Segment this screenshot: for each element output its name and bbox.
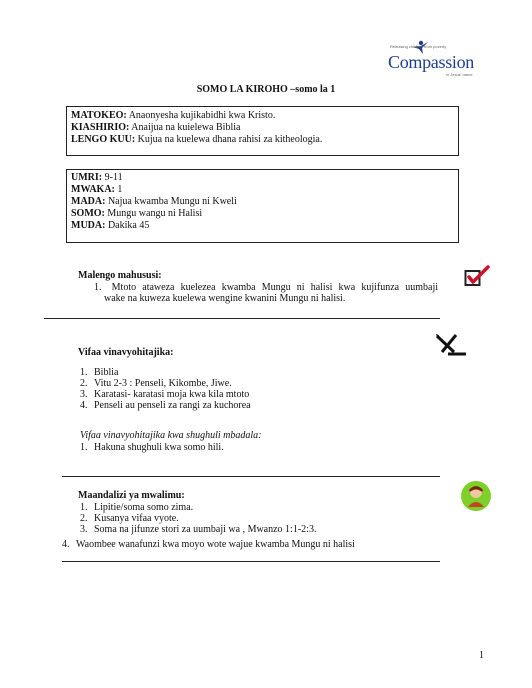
- row-label: KIASHIRIO:: [71, 122, 130, 133]
- objective-line-2: wake na kuweza kuelewa wengine kwanini Mungu ni halisi.: [104, 293, 346, 304]
- teacher-prep-heading: Maandalizi ya mwalimu:: [78, 490, 185, 501]
- topic-row: [71, 196, 454, 208]
- page-number: 1: [479, 650, 484, 661]
- alternative-materials-heading: Vifaa vinavyohitajika kwa shughuli mbadala:: [80, 430, 262, 441]
- pencils-icon: [434, 332, 468, 358]
- list-item: 3. Soma na jifunze stori za uumbaji wa , Mwanzo 1:1-2:3.: [80, 524, 317, 535]
- duration-row: [71, 220, 454, 232]
- row-value: Dakika 45: [105, 220, 150, 231]
- row-value: Kujua na kuelewa dhana rahisi za kitheologia.: [135, 134, 323, 145]
- teacher-prep-list: [80, 502, 316, 535]
- list-item: 2. Kusanya vifaa vyote.: [80, 513, 179, 524]
- main-goal-row: [71, 134, 454, 146]
- logo-tagline: Releasing children from poverty: [390, 44, 447, 49]
- logo-wordmark: Compassion: [388, 52, 475, 72]
- materials-heading: Vifaa vinavyohitajika:: [78, 347, 174, 358]
- row-value: Mungu wangu ni Halisi: [104, 208, 203, 219]
- list-item: 2. Vitu 2-3 : Penseli, Kikombe, Jiwe.: [80, 378, 232, 389]
- objective-line-1: Mtoto ataweza kuelezea kwamba Mungu ni halisi kwa kujifunza uumbaji: [111, 282, 438, 293]
- lesson-row: [71, 208, 454, 220]
- alternative-materials-list: [80, 442, 224, 453]
- row-label: LENGO KUU:: [71, 134, 136, 145]
- row-label: MWAKA:: [71, 184, 115, 195]
- checkbox-check-icon: [464, 265, 490, 289]
- row-value: 1: [114, 184, 123, 195]
- indicator-row: [71, 122, 454, 134]
- list-item: 4. Waombee wanafunzi kwa moyo wote wajue kwamba Mungu ni halisi: [62, 539, 355, 550]
- outcomes-box: [66, 106, 459, 156]
- objectives-text: [94, 282, 438, 304]
- outcome-row: [71, 110, 454, 122]
- list-item: 1. Biblia: [80, 367, 119, 378]
- logo-subtext: in Jesus' name: [446, 72, 473, 77]
- row-label: MUDA:: [71, 220, 106, 231]
- materials-list: [80, 367, 251, 411]
- lesson-info-box: [66, 169, 459, 243]
- list-item: 4. Penseli au penseli za rangi za kuchorea: [80, 400, 251, 411]
- section-divider: [62, 561, 440, 562]
- teacher-avatar-icon: [460, 480, 492, 512]
- list-item: 3. Karatasi- karatasi moja kwa kila mtoto: [80, 389, 250, 400]
- objective-number: 1.: [94, 282, 102, 293]
- list-item: 1. Lipitie/soma somo zima.: [80, 502, 194, 513]
- page-title: SOMO LA KIROHO –somo la 1: [196, 84, 336, 95]
- row-label: MATOKEO:: [71, 110, 127, 121]
- row-label: MADA:: [71, 196, 106, 207]
- section-divider: [44, 318, 440, 319]
- year-row: [71, 184, 454, 196]
- objectives-heading: Malengo mahususi:: [78, 270, 162, 281]
- row-label: SOMO:: [71, 208, 105, 219]
- row-value: Najua kwamba Mungu ni Kweli: [105, 196, 237, 207]
- row-value: 9-11: [102, 172, 123, 183]
- row-label: UMRI:: [71, 172, 103, 183]
- section-divider: [62, 476, 440, 477]
- row-value: Anaijua na kuielewa Biblia: [129, 122, 241, 133]
- list-item: 1. Hakuna shughuli kwa somo hili.: [80, 442, 224, 453]
- compassion-logo: [388, 44, 488, 78]
- row-value: Anaonyesha kujikabidhi kwa Kristo.: [126, 110, 276, 121]
- age-row: [71, 172, 454, 184]
